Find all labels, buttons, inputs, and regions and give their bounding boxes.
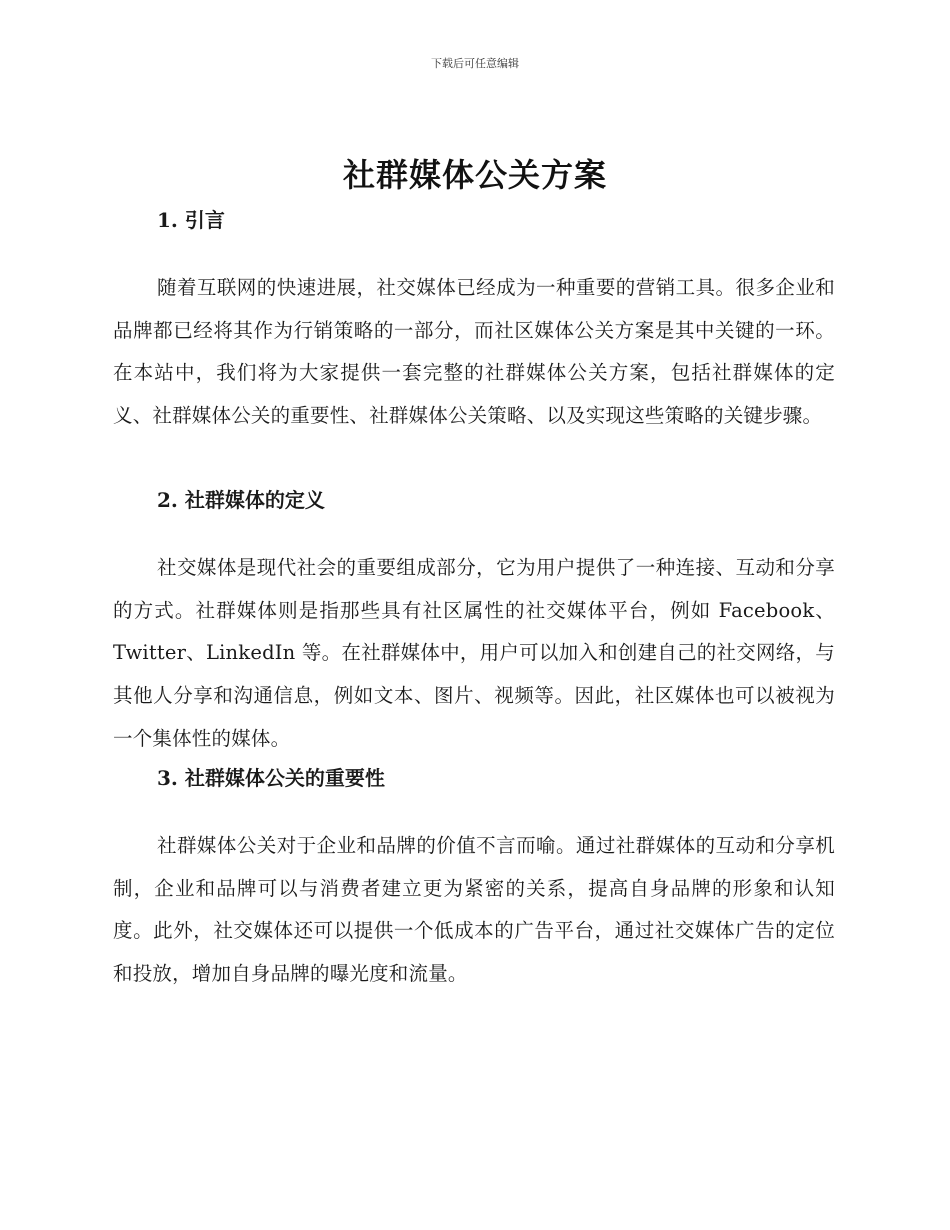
section-introduction: [113, 198, 835, 438]
section-paragraph: 随着互联网的快速进展，社交媒体已经成为一种重要的营销工具。很多企业和品牌都已经将其作为行销策略的一部分，而社区媒体公关方案是其中关键的一环。在本站中，我们将为大家提供一套完整的社群媒体公关方案，包括社群媒体的定义、社群媒体公关的重要性、社群媒体公关策略、以及实现这些策略的关键步骤。: [113, 276, 835, 428]
section-paragraph: 社交媒体是现代社会的重要组成部分，它为用户提供了一种连接、互动和分享的方式。社群媒体则是指那些具有社区属性的社交媒体平台，例如 Facebook、Twitter、LinkedIn 等。在社群媒体中，用户可以加入和创建自己的社交网络，与其他人分享和沟通信息，例如文本、图片、视频等。因此，社区媒体也可以被视为一个集体性的媒体。: [113, 556, 835, 750]
section-heading: 1. 引言: [157, 208, 225, 232]
section-heading: 2. 社群媒体的定义: [157, 488, 325, 512]
section-heading: 3. 社群媒体公关的重要性: [157, 766, 385, 790]
section-definition: [113, 478, 835, 761]
header-note: 下载后可任意编辑: [431, 57, 519, 70]
section-paragraph: 社群媒体公关对于企业和品牌的价值不言而喻。通过社群媒体的互动和分享机制，企业和品牌可以与消费者建立更为紧密的关系，提高自身品牌的形象和认知度。此外，社交媒体还可以提供一个低成本的广告平台，通过社交媒体广告的定位和投放，增加自身品牌的曝光度和流量。: [113, 834, 835, 986]
document-title: 社群媒体公关方案: [342, 156, 607, 194]
section-importance: [113, 756, 835, 996]
